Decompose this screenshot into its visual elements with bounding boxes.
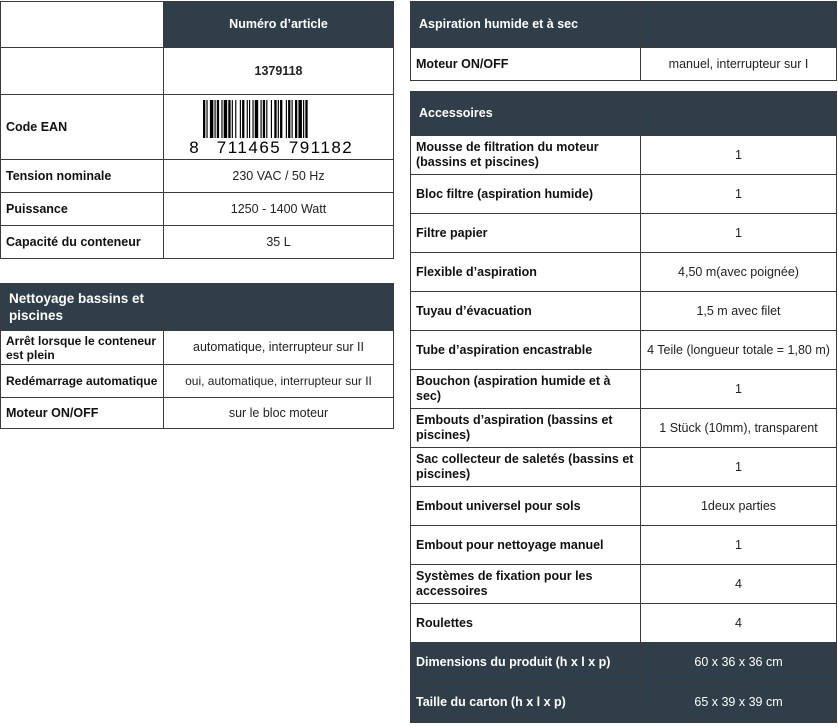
voltage-label: Tension nominale (1, 160, 164, 193)
barcode-bar (254, 100, 257, 138)
barcode-bar (291, 100, 292, 138)
power-label: Puissance (1, 193, 164, 226)
wet-dry-row-label: Moteur ON/OFF (411, 48, 641, 81)
wet-dry-table (410, 1, 837, 81)
accessories-table (410, 91, 837, 723)
barcode-bar (270, 100, 271, 138)
accessory-value: 1,5 m avec filet (641, 292, 837, 331)
barcode-bar (274, 100, 276, 138)
barcode-bar (249, 100, 250, 138)
accessory-value: 4,50 m(avec poignée) (641, 253, 837, 292)
carton-size-value: 65 x 39 x 39 cm (641, 683, 837, 723)
barcode-bar (260, 100, 261, 138)
barcode-bar (231, 100, 232, 138)
barcode-bar (277, 100, 278, 138)
article-number-header: Numéro d’article (164, 2, 394, 48)
accessory-label: Embouts d’aspiration (bassins et piscines) (411, 409, 641, 448)
barcode-bar (295, 100, 297, 138)
pond-row-label: Arrêt lorsque le conteneur est plein (1, 331, 164, 365)
barcode-bar (221, 100, 222, 138)
wet-dry-row-value: manuel, interrupteur sur I (641, 48, 837, 81)
barcode-bar (280, 100, 282, 138)
pond-cleaning-header: Nettoyage bassins et piscines (1, 284, 164, 331)
ean-digit-left-group: 711465 (216, 138, 281, 156)
accessory-label: Systèmes de fixation pour les accessoires (411, 565, 641, 604)
barcode-bar (214, 100, 215, 138)
accessory-label: Embout pour nettoyage manuel (411, 526, 641, 565)
accessories-header: Accessoires (411, 92, 641, 136)
barcode-bar (246, 100, 247, 138)
accessory-label: Flexible d’aspiration (411, 253, 641, 292)
accessory-label: Sac collecteur de saletés (bassins et piscines) (411, 448, 641, 487)
accessory-label: Filtre papier (411, 214, 641, 253)
accessory-value: 1 (641, 214, 837, 253)
ean-digit-first: 8 (188, 138, 199, 156)
power-value: 1250 - 1400 Watt (164, 193, 394, 226)
carton-size-label: Taille du carton (h x l x p) (411, 683, 641, 723)
barcode-bar (223, 100, 226, 138)
accessory-value: 4 (641, 604, 837, 643)
barcode-bar (216, 100, 218, 138)
barcode-bar (209, 100, 212, 138)
barcode-bar (235, 100, 236, 138)
accessory-value: 1 (641, 136, 837, 175)
ean-label: Code EAN (1, 95, 164, 160)
accessory-value: 1 (641, 526, 837, 565)
accessory-label: Embout universel pour sols (411, 487, 641, 526)
barcode-bar (242, 100, 244, 138)
accessory-value: 1 (641, 175, 837, 214)
barcode-bar (288, 100, 290, 138)
accessory-label: Bouchon (aspiration humide et à sec) (411, 370, 641, 409)
barcode-bar (206, 100, 207, 138)
ean-digit-right-group: 791182 (288, 138, 353, 156)
barcode-bar (228, 100, 230, 138)
accessory-value: 1 (641, 370, 837, 409)
accessory-value: 4 (641, 565, 837, 604)
barcode-bar (203, 100, 205, 138)
accessory-label: Roulettes (411, 604, 641, 643)
barcode-bar (266, 100, 267, 138)
accessory-value: 1deux parties (641, 487, 837, 526)
accessory-value: 1 Stück (10mm), transparent (641, 409, 837, 448)
product-dimensions-label: Dimensions du produit (h x l x p) (411, 643, 641, 683)
barcode-bar (303, 100, 304, 138)
wet-dry-header: Aspiration humide et à sec (411, 2, 641, 48)
pond-row-label: Moteur ON/OFF (1, 398, 164, 429)
pond-row-value: oui, automatique, interrupteur sur II (164, 365, 394, 398)
product-dimensions-value: 60 x 36 x 36 cm (641, 643, 837, 683)
barcode-bar (285, 100, 286, 138)
barcode-bar (305, 100, 307, 138)
voltage-value: 230 VAC / 50 Hz (164, 160, 394, 193)
pond-row-value: automatique, interrupteur sur II (164, 331, 394, 365)
capacity-label: Capacité du conteneur (1, 226, 164, 259)
accessory-label: Mousse de filtration du moteur (bassins et piscines) (411, 136, 641, 175)
barcode-bar (262, 100, 264, 138)
ean-barcode-cell (164, 95, 394, 160)
barcode-bar (239, 100, 240, 138)
accessory-label: Tuyau d’évacuation (411, 292, 641, 331)
ean-barcode (189, 98, 369, 156)
pond-cleaning-table (0, 283, 394, 429)
capacity-value: 35 L (164, 226, 394, 259)
article-number-value: 1379118 (164, 48, 394, 95)
barcode-bar (298, 100, 301, 138)
accessory-label: Bloc filtre (aspiration humide) (411, 175, 641, 214)
accessory-value: 1 (641, 448, 837, 487)
article-table (0, 1, 394, 259)
pond-row-label: Redémarrage automatique (1, 365, 164, 398)
accessory-value: 4 Teile (longueur totale = 1,80 m) (641, 331, 837, 370)
pond-row-value: sur le bloc moteur (164, 398, 394, 429)
barcode-bar (252, 100, 253, 138)
accessory-label: Tube d’aspiration encastrable (411, 331, 641, 370)
